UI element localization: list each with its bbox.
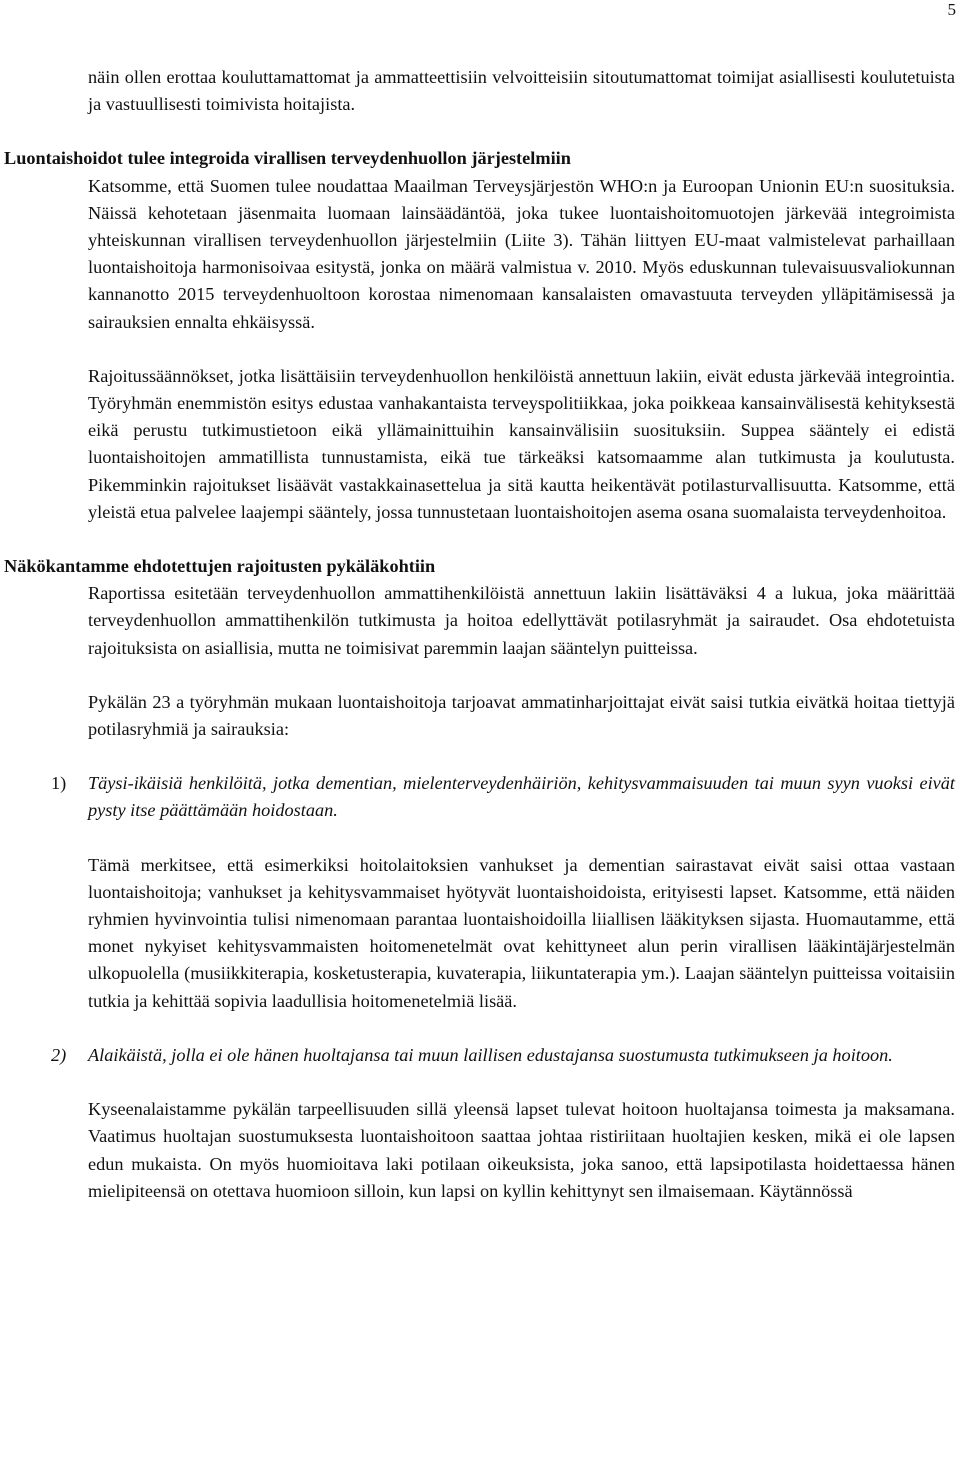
paragraph: Pykälän 23 a työryhmän mukaan luontaishoitoja tarjoavat ammatinharjoittajat eivät saisi tutkia eivätkä hoitaa tiettyjä potilasryhmiä ja sairauksia:	[88, 691, 955, 740]
spacer	[88, 662, 955, 689]
list-item-text: Alaikäistä, jolla ei ole hänen huoltajansa tai muun laillisen edustajansa suostumusta tutkimukseen ja hoitoon.	[88, 1044, 893, 1065]
spacer	[88, 1015, 955, 1042]
section-heading-integration: Luontaishoidot tulee integroida virallisen terveydenhuollon järjestelmiin	[4, 148, 571, 169]
list-item-1	[51, 770, 955, 824]
list-item-text: Täysi-ikäisiä henkilöitä, jotka dementian, mielenterveydenhäiriön, kehitysvammaisuuden tai muun syyn vuoksi eivät pysty itse päättämään hoidostaan.	[88, 773, 955, 821]
paragraph: Rajoitussäännökset, jotka lisättäisiin terveydenhuollon henkilöistä annettuun lakiin, eivät edusta järkevää integrointia. Työryhmän enemmistön esitys edustaa vanhakantaista terveyspolitiikkaa, joka poikkeaa kansainvälisestä kehityksestä eikä perustu tutkimustietoon eikä yllämainittuihin kansainvälisiin suosituksiin. Suppea sääntely ei edistä luontaishoitojen ammatillista tunnustamista, eikä tue tärkeäksi katsomaamme alan tutkimusta ja koulutusta. Pikemminkin rajoitukset lisäävät vastakkainasettelua ja sitä kautta heikentävät potilasturvallisuutta. Katsomme, että yleistä etua palvelee laajempi sääntely, jossa tunnustetaan luontaishoitojen asema osana suomalaista terveydenhoitoa.	[88, 365, 955, 522]
section-restrictions-body	[0, 580, 960, 1205]
spacer	[88, 1069, 955, 1096]
spacer	[0, 118, 960, 145]
spacer	[0, 526, 960, 553]
paragraph: Raportissa esitetään terveydenhuollon ammattihenkilöistä annettuun lakiin lisättäväksi 4 a lukua, joka määrittää terveydenhuollon ammattihenkilön tutkimusta ja hoitoa edellyttävät potilasryhmät ja sairaudet. Osa ehdotetuista rajoituksista on asiallisia, mutta ne toimisivat paremmin laajan sääntelyn puitteissa.	[88, 583, 955, 658]
section-heading-restrictions: Näkökantamme ehdotettujen rajoitusten pykäläkohtiin	[4, 556, 436, 577]
intro-paragraph-block	[0, 64, 960, 118]
spacer	[88, 336, 955, 363]
spacer	[88, 743, 955, 770]
list-marker: 2)	[51, 1044, 67, 1065]
document-body	[0, 64, 960, 1205]
list-item-2	[51, 1042, 955, 1069]
intro-paragraph: näin ollen erottaa kouluttamattomat ja ammatteettisiin velvoitteisiin sitoutumattomat toimijat asiallisesti koulutetuista ja vastuullisesti toimivista hoitajista.	[88, 67, 955, 115]
spacer	[88, 825, 955, 852]
list-item-comment: Tämä merkitsee, että esimerkiksi hoitolaitoksien vanhukset ja dementian sairastavat eivät saisi ottaa vastaan luontaishoitoja; vanhukset ja kehitysvammaiset hyötyvät luontaishoidoista, erityisesti lapset. Katsomme, että näiden ryhmien hyvinvointia tulisi nimenomaan parantaa luontaishoidoilla liiallisen lääkityksen sijasta. Huomautamme, että monet nykyiset kehitysvammaisten hoitomenetelmät ovat kehittyneet alun perin virallisen lääkintäjärjestelmän ulkopuolella (musiikkiterapia, kosketusterapia, kuvaterapia, liikuntaterapia ym.). Laajan sääntelyn puitteissa voitaisiin tutkia ja kehittää sopivia laadullisia hoitomenetelmiä lisää.	[88, 854, 955, 1011]
section-integration-body	[0, 173, 960, 526]
list-marker: 1)	[51, 773, 67, 794]
paragraph: Katsomme, että Suomen tulee noudattaa Maailman Terveysjärjestön WHO:n ja Euroopan Unionin EU:n suosituksia. Näissä kehotetaan jäsenmaita luomaan lainsäädäntöä, joka tukee luontaishoitomuotojen järkevää integroimista yhteiskunnan virallisen terveydenhuollon järjestelmiin (Liite 3). Tähän liittyen EU-maat valmistelevat parhaillaan luontaishoitoja harmonisoivaa esitystä, jonka on määrä valmistua v. 2010. Myös eduskunnan tulevaisuusvaliokunnan kannanotto 2015 terveydenhuoltoon korostaa nimenomaan kansalaisten omavastuuta terveyden ylläpitämisessä ja sairauksien ennalta ehkäisyssä.	[88, 175, 955, 332]
page-number: 5	[947, 0, 956, 19]
list-item-comment: Kyseenalaistamme pykälän tarpeellisuuden sillä yleensä lapset tulevat hoitoon huoltajansa toimesta ja maksamana. Vaatimus huoltajan suostumuksesta luontaishoitoon saattaa johtaa ristiriitaan huoltajien kesken, mikä ei ole lapsen edun mukaista. On myös huomioitava laki potilaan oikeuksista, joka sanoo, että lapsipotilasta hoidettaessa hänen mielipiteensä on otettava huomioon silloin, kun lapsi on kyllin kehittynyt sen ilmaisemaan. Käytännössä	[88, 1099, 955, 1201]
